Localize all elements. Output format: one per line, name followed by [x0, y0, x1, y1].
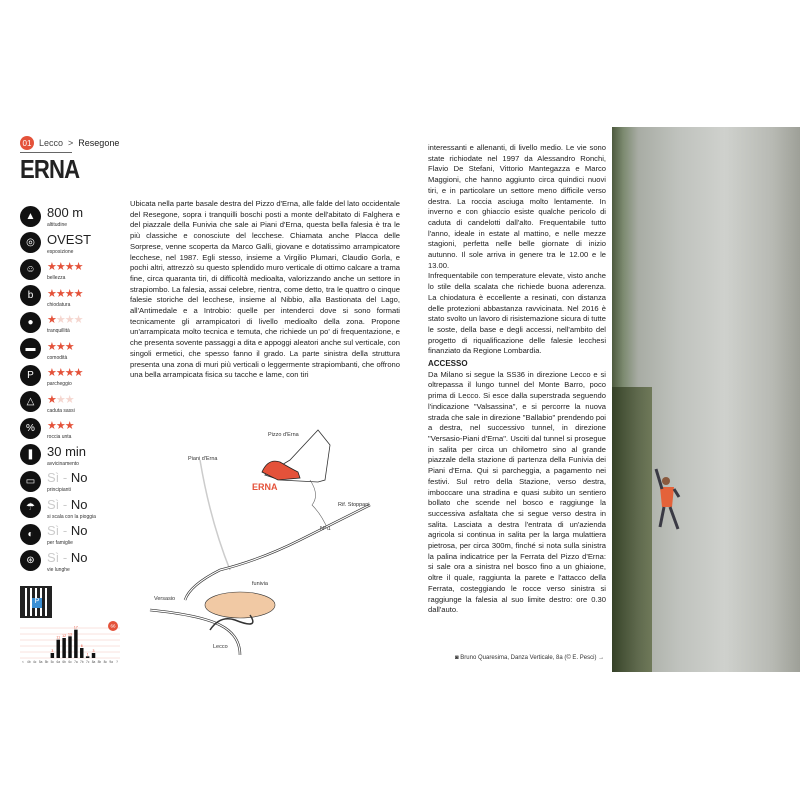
- tick-label: 9a: [109, 660, 113, 664]
- grade-histogram: [20, 620, 120, 665]
- polished-rock-icon: %: [20, 418, 41, 439]
- sofa-icon: ▬: [20, 338, 41, 359]
- spec-label: altitudine: [47, 222, 68, 229]
- bar-label: 11: [56, 635, 61, 640]
- spec-value: Sì - No: [47, 549, 88, 565]
- climber-figure: [652, 467, 682, 537]
- map-label: Rif. Stoppani: [338, 502, 370, 508]
- tick-label: 4b: [27, 660, 31, 664]
- spec-si-scala-con-la-pioggia: [20, 495, 120, 522]
- map-label: Pizzo d'Erna: [268, 432, 299, 438]
- description-column-1: Ubicata nella parte basale destra del Pizzo d'Erna, alle falde del lato occidentale del Resegone, sopra i tranquilli boschi posti a monte dell'abitato di Falghera e del piazzale della Funivia che sale ai Piani d'Erna, questa bella falesia è tra le più classiche e conosciute del lecchese. Chiamata anche Placca delle Sorprese, venne scoperta da Marco Galli, giovane e dotatissimo arrampicatore lecchese, nel 1987. Egli stesso, insieme a Virgilio Plumari, Claudio Gorla, e pochi altri, attrezzò su questo splendido muro verticale di ottimo calcare a trama fine, circa quaranta tiri, di difficoltà medioalta, valorizzando anche un settore in strapiombo. La falesia, assai celebre, rientra, come detto, tra le quattro o cinque falesie storiche del lecchese, insieme al Nibbio, alla Bastionata del Lago, all'Antimedale e a Introbio: quelle per intenderci dove si sono formati tecnicamente gli arrampicatori di livello medioalto della zona. Propone un'arrampicata molto tecnica e temuta, che richiede un po' di frequentazione, e che presenta sovente passaggi a dita e appoggi aleatori anche sul verticale, con singoli ermetici, che spesso fanno il grado. La parte sinistra della struttura presenta una zona di muri più verticali o leggermente strapiombanti, che offrono una bella arrampicata fisica su tacche e lame, con tiri: [130, 199, 400, 380]
- star-rating: ★★★: [47, 420, 74, 433]
- paragraph: Infrequentabile con temperature elevate, visto anche lo stile della scalata che richiede buona aderenza. La chiodatura è eccellente a resinati, con distanza delle protezioni abbastanza ravvicinata. Nel 2016 è stato svolto un lavoro di risistemazione sicura di tutte le soste, della base e degli accessi, nell'ambito del progetto di riqualificazione delle falesie lecchesi finanziato da Regione Lombardia.: [428, 271, 606, 356]
- parking-area: [205, 592, 275, 618]
- breadcrumb-area: Lecco: [39, 138, 64, 148]
- bar-label: 13: [68, 632, 72, 637]
- spec-esposizione: [20, 230, 120, 257]
- breadcrumb: [20, 136, 119, 150]
- spec-label: si scala con la pioggia: [47, 513, 96, 520]
- spec-value: Sì - No: [47, 523, 88, 539]
- tick-label: 6b: [62, 660, 66, 664]
- tick-label: 7c: [85, 660, 90, 664]
- crag-specs: [20, 203, 120, 574]
- map-label: funivia: [252, 581, 268, 587]
- tick-label: <: [22, 660, 24, 664]
- total-count: 66: [110, 623, 116, 629]
- spec-label: chiodatura: [47, 301, 71, 308]
- bar-label: 12: [62, 634, 67, 638]
- bar-label: 1: [86, 652, 89, 657]
- spec-comodit-: [20, 336, 120, 363]
- description-column-2: [428, 143, 606, 616]
- approach-map: [140, 420, 400, 660]
- tick-label: 8b: [97, 660, 102, 664]
- page-title: ERNA: [20, 154, 80, 184]
- spec-label: caduta sassi: [47, 407, 75, 414]
- compass-icon: ◎: [20, 232, 41, 253]
- star-rating: ★★★★: [47, 314, 83, 327]
- spec-altitudine: [20, 203, 120, 230]
- bar-6b: [62, 638, 65, 658]
- spec-label: bellezza: [47, 275, 66, 282]
- parking-icon: P: [32, 598, 42, 608]
- multipitch-icon: ⊛: [20, 550, 41, 571]
- map-label: Lecco: [213, 644, 228, 650]
- crowd-icon: ●: [20, 312, 41, 333]
- photo-credit: ◙ Bruno Quaresima, Danza Verticale, 8a (© E. Pesci) →: [455, 655, 605, 661]
- star-rating: ★★★★: [47, 367, 83, 380]
- spec-vie-lunghe: [20, 548, 120, 575]
- footsteps-icon: ❚: [20, 444, 41, 465]
- beginner-icon: ▭: [20, 471, 41, 492]
- chapter-number: 01: [20, 136, 34, 150]
- spec-value: 30 min: [47, 443, 87, 459]
- tick-label: 8c: [103, 660, 107, 664]
- tick-label: 8a: [91, 660, 96, 664]
- star-rating: ★★★: [47, 340, 74, 353]
- rain-icon: ☂: [20, 497, 41, 518]
- spec-label: vie lunghe: [47, 566, 70, 573]
- paragraph: interessanti e allenanti, di livello medio. Le vie sono state richiodate nel 1997 da Alessandro Ronchi, Flavio De Stefani, Vittorio Mantegazza e Marco Maggioni, che hanno aggiunto circa quindici nuovi tiri, e in particolare un settore meno difficile verso destra. La roccia asciuga molto lentamente. In inverno e con ghiaccio esiste qualche pericolo di caduta di candelotti dall'alto. Frequentabile tutto l'anno, ideale in estate al mattino, e nelle mezze stagioni, perfetta nelle belle giornate di inizio autunno. Il sole arriva in genere tra le 12.00 e le 13.00.: [428, 143, 606, 270]
- spec-label: principianti: [47, 487, 71, 494]
- spec-per-famiglie: [20, 521, 120, 548]
- map-label-crag: ERNA: [252, 482, 278, 492]
- spec-chiodatura: [20, 283, 120, 310]
- tick-label: 7b: [79, 660, 84, 664]
- arrow-right-icon: →: [598, 655, 605, 661]
- spec-value: Sì - No: [47, 470, 88, 486]
- spec-bellezza: [20, 256, 120, 283]
- stroller-icon: ◐: [20, 524, 41, 545]
- bar-6c: [68, 636, 71, 658]
- spec-label: comodità: [47, 354, 68, 361]
- bar-7c: [86, 656, 89, 658]
- spec-label: per famiglie: [47, 540, 73, 547]
- bar-7a: [74, 630, 77, 658]
- tick-label: 5c: [50, 660, 55, 664]
- tick-label: 6c: [68, 660, 72, 664]
- qr-code[interactable]: [20, 586, 52, 618]
- bar-label: 6: [80, 644, 83, 648]
- spec-caduta-sassi: [20, 389, 120, 416]
- star-rating: ★★★★: [47, 261, 83, 274]
- spec-tranquillit-: [20, 309, 120, 336]
- spec-label: parcheggio: [47, 381, 72, 388]
- star-rating: ★★★: [47, 393, 74, 406]
- spec-value: Sì - No: [47, 496, 88, 512]
- spec-principianti: [20, 468, 120, 495]
- tick-label: 4c: [33, 660, 37, 664]
- mountain-icon: ▲: [20, 206, 41, 227]
- spec-label: avvicinamento: [47, 460, 79, 467]
- tick-label: 7a: [74, 660, 78, 664]
- map-label: Piani d'Erna: [188, 456, 218, 462]
- bar-8a: [92, 653, 95, 658]
- rockfall-icon: △: [20, 391, 41, 412]
- spec-value: OVEST: [47, 231, 92, 247]
- tick-label: 6a: [56, 660, 61, 664]
- tick-label: 5b: [44, 660, 49, 664]
- bar-label: 3: [92, 649, 95, 653]
- spec-value: 800 m: [47, 205, 84, 221]
- bolt-icon: b: [20, 285, 41, 306]
- smiley-icon: ☺: [20, 259, 41, 280]
- access-text: Da Milano si segue la SS36 in direzione Lecco e si oltrepassa il lungo tunnel del Monte Barro, poco prima di Lecco. Si esce dalla superstrada seguendo l'indicazione "Valsassina", e si percorre la nuova strada che sale in direzione "Ballabio" prendendo poi a destra, nel successivo tunnel, in direzione "Versasio-Piani d'Erna". Usciti dal tunnel si prosegue in salita per circa un chilometro sino al grande piazzale della stazione di partenza della Funivia dei Piani d'Erna. Qui si parcheggia, a pagamento nei festivi. Sul retro della Stazione, verso destra, imboccare una stradina e quasi subito un sentiero bollato che scende nel bosco e raggiunge la successiva asfaltata che si segue verso destra in salita. Lasciata a destra l'entrata di un'azienda agricola si continua in salita per la larga mulattiera pietrosa, per circa 300m, finché si nota sulla sinistra la palina indicatrice per la Ferrata del Pizzo d'Erna: si sale ora a sinistra nel bosco fino a un ghiaione, oltre il quale, raggiunta la parete e l'attacco della Ferrata, costeggiando le rocce verso sinistra si raggiunge la falesia al suo limite destro: ore 0.30 dall'auto.: [428, 369, 606, 615]
- spec-roccia-unta: [20, 415, 120, 442]
- map-label: N° 1: [320, 526, 331, 532]
- bar-5c: [51, 653, 54, 658]
- spec-label: esposizione: [47, 248, 74, 255]
- bar-label: 3: [51, 649, 54, 653]
- bar-7b: [80, 648, 83, 658]
- spec-label: roccia unta: [47, 434, 72, 441]
- tick-label: ?: [116, 660, 118, 664]
- parking-icon: P: [20, 365, 41, 386]
- star-rating: ★★★★: [47, 287, 83, 300]
- climbing-photo: [612, 127, 800, 672]
- breadcrumb-sub: Resegone: [78, 138, 120, 148]
- map-label: Versasio: [154, 596, 176, 602]
- bar-label: 17: [73, 625, 78, 630]
- breadcrumb-separator: >: [68, 138, 74, 148]
- access-heading: ACCESSO: [428, 359, 468, 369]
- tick-label: 5a: [38, 660, 43, 664]
- camera-icon: ◙: [455, 655, 459, 661]
- spec-parcheggio: [20, 362, 120, 389]
- spec-label: tranquillità: [47, 328, 70, 335]
- divider: [20, 152, 72, 153]
- spec-avvicinamento: [20, 442, 120, 469]
- bar-6a: [56, 640, 59, 658]
